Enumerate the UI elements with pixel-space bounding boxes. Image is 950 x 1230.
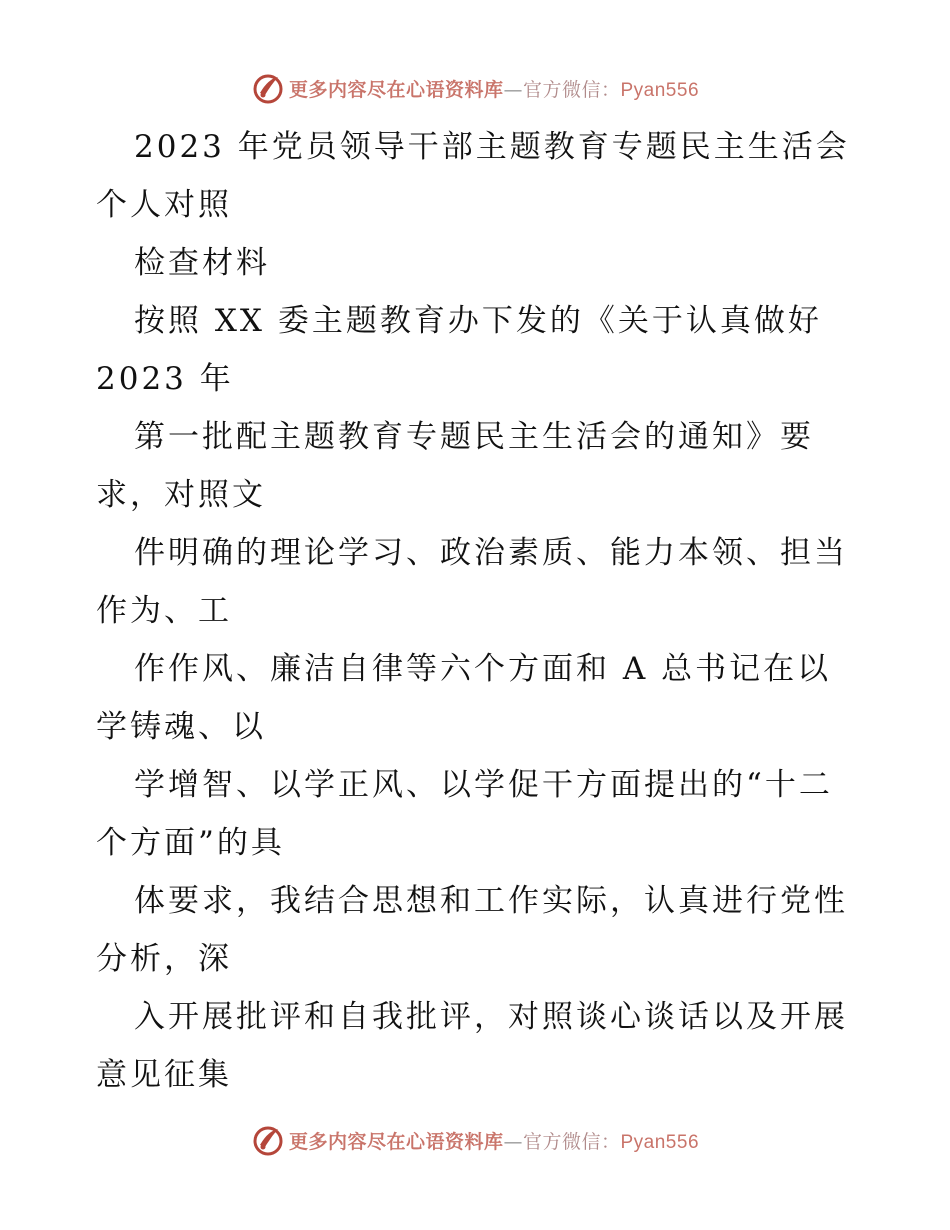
- doc-line-13: 个方面”的具: [96, 825, 285, 861]
- doc-line-14: 体要求，我结合思想和工作实际，认真进行党性: [134, 883, 848, 919]
- doc-line-9: 作为、工: [96, 593, 232, 629]
- footer-watermark: [0, 1120, 950, 1160]
- doc-line-7: 求，对照文: [96, 477, 266, 513]
- doc-line-10: 作作风、廉洁自律等六个方面和 A 总书记在以: [134, 651, 832, 687]
- document-body: [96, 118, 866, 1104]
- watermark-main: 更多内容尽在心语资料库: [288, 1130, 504, 1153]
- doc-line-3: 检查材料: [134, 245, 270, 281]
- watermark-main: 更多内容尽在心语资料库: [288, 78, 504, 101]
- watermark-separator: —: [503, 78, 523, 101]
- doc-line-17: 意见征集: [96, 1057, 232, 1093]
- doc-line-1: 2023 年党员领导干部主题教育专题民主生活会: [134, 129, 850, 165]
- doc-line-15: 分析，深: [96, 941, 232, 977]
- watermark-sub: 官方微信：: [522, 78, 621, 101]
- watermark-id: Pyan556: [620, 1131, 700, 1153]
- brand-logo-icon: [251, 1123, 285, 1157]
- header-watermark: [0, 68, 950, 108]
- doc-line-6: 第一批配主题教育专题民主生活会的通知》要: [134, 419, 814, 455]
- watermark-id: Pyan556: [620, 79, 700, 101]
- doc-line-11: 学铸魂、以: [96, 709, 266, 745]
- watermark-text: [289, 1127, 699, 1154]
- doc-line-8: 件明确的理论学习、政治素质、能力本领、担当: [134, 535, 848, 571]
- doc-line-4: 按照 XX 委主题教育办下发的《关于认真做好: [134, 303, 822, 339]
- doc-line-5: 2023 年: [96, 361, 234, 397]
- watermark-text: [289, 75, 699, 102]
- brand-logo-icon: [251, 71, 285, 105]
- doc-line-2: 个人对照: [96, 187, 232, 223]
- watermark-sub: 官方微信：: [522, 1130, 621, 1153]
- doc-line-16: 入开展批评和自我批评，对照谈心谈话以及开展: [134, 999, 848, 1035]
- doc-line-12: 学增智、以学正风、以学促干方面提出的“十二: [134, 767, 833, 803]
- watermark-separator: —: [503, 1130, 523, 1153]
